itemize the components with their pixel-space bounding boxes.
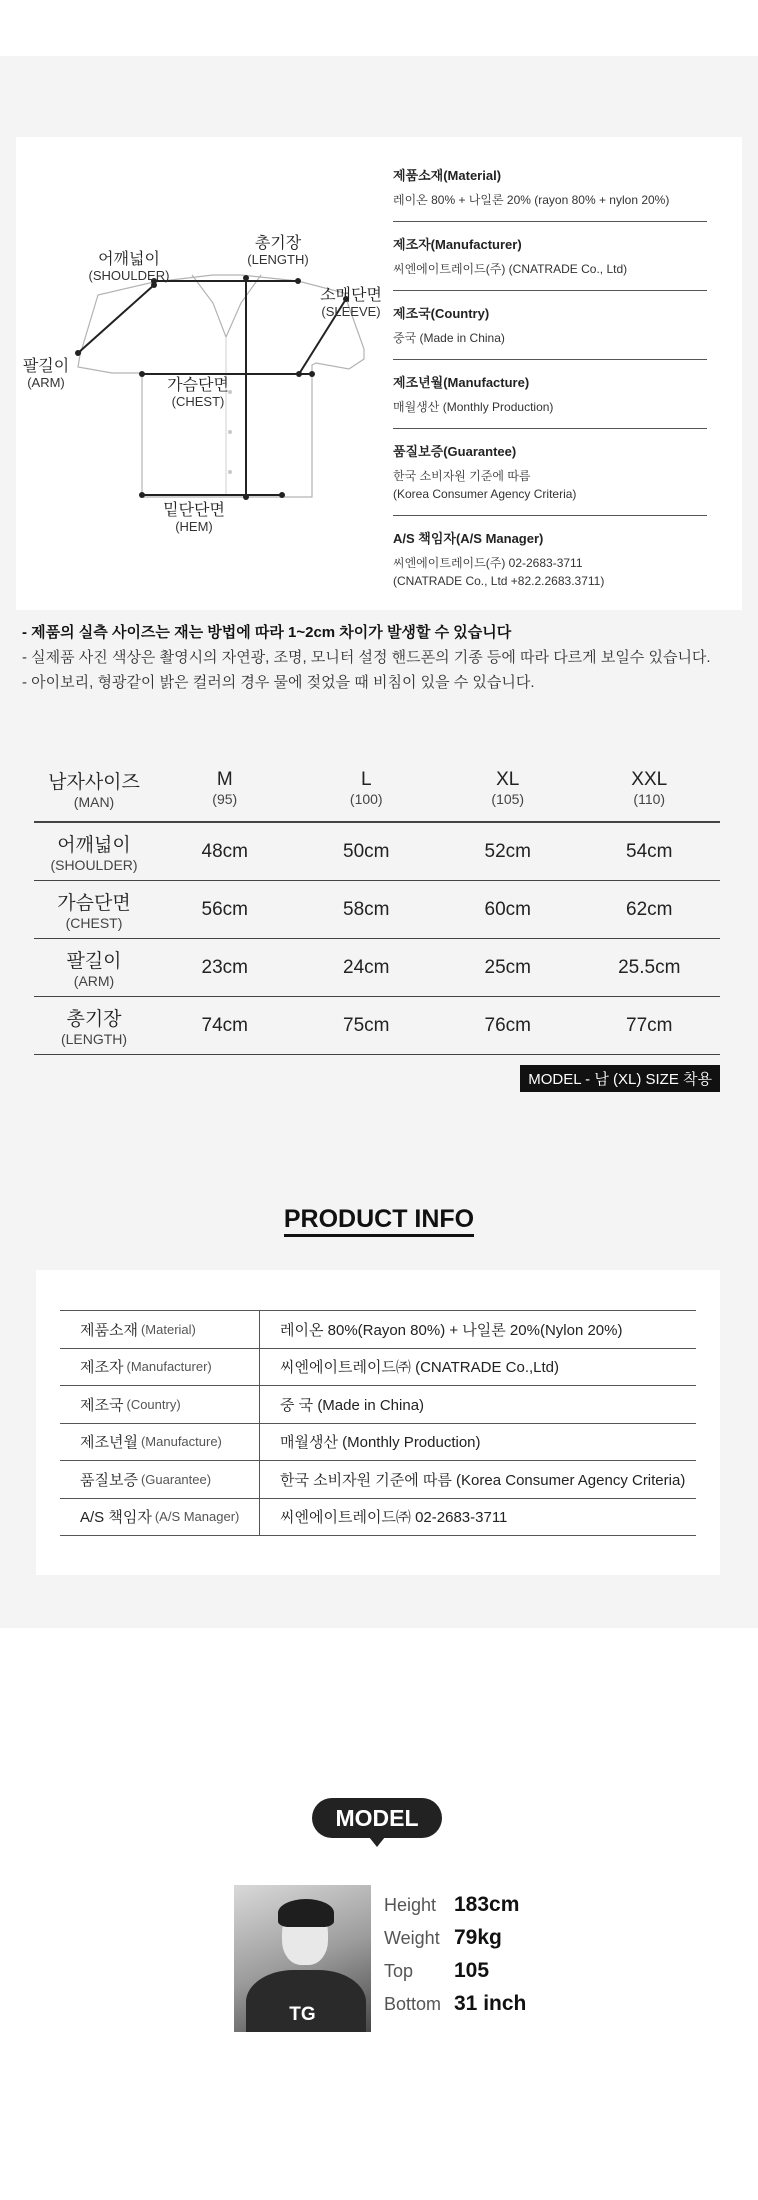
- model-name-tag: TG: [289, 2004, 316, 2025]
- model-photo: [234, 1885, 371, 2032]
- note-line: - 실제품 사진 색상은 촬영시의 자연광, 조명, 모니터 설정 핸드폰의 기종 등에 따라 다르게 보일수 있습니다.: [22, 649, 711, 666]
- list-item: Bottom 31 inch: [384, 1992, 527, 2015]
- label-shoulder: 어깨넓이 (SHOULDER): [88, 251, 170, 284]
- model-badge: MODEL: [312, 1798, 442, 1838]
- label-chest: 가슴단면 (CHEST): [167, 377, 229, 410]
- label-sleeve: 소매단면 (SLEEVE): [320, 287, 382, 320]
- model-stats: [384, 1893, 526, 2025]
- table-row: 제조국 (Country) 중 국 (Made in China): [60, 1386, 696, 1424]
- size-table-header: 남자사이즈 (MAN) M (95) L (100) XL (105) XXL (110): [34, 755, 720, 823]
- spec-item-material: 제품소재(Material) 레이온 80% + 나일론 20% (rayon 80% + nylon 20%): [393, 165, 707, 222]
- model-size-badge: MODEL - 남 (XL) SIZE 착용: [520, 1065, 720, 1092]
- list-item: Top 105: [384, 1959, 490, 1982]
- label-arm: 팔길이 (ARM): [22, 358, 70, 391]
- table-row: 팔길이 (ARM) 23cm 24cm 25cm 25.5cm: [34, 939, 720, 997]
- table-row: A/S 책임자 (A/S Manager) 씨엔에이트레이드㈜ 02-2683-3711: [60, 1499, 696, 1537]
- spec-item-country: 제조국(Country) 중국 (Made in China): [393, 291, 707, 360]
- size-col-xxl: XXL (110): [631, 769, 668, 807]
- table-row: 제조년월 (Manufacture) 매월생산 (Monthly Production): [60, 1424, 696, 1462]
- size-table: [34, 755, 720, 1055]
- table-row: 품질보증 (Guarantee) 한국 소비자원 기준에 따름 (Korea Consumer Agency Criteria): [60, 1461, 696, 1499]
- size-col-xl: XL (105): [491, 769, 525, 807]
- table-row: 가슴단면 (CHEST) 56cm 58cm 60cm 62cm: [34, 881, 720, 939]
- size-notes: [22, 620, 742, 695]
- spec-item-manufacturer: 제조자(Manufacturer) 씨엔에이트레이드(주) (CNATRADE Co., Ltd): [393, 222, 707, 291]
- list-item: Height 183cm: [384, 1893, 520, 1916]
- table-row: 제품소재 (Material) 레이온 80%(Rayon 80%) + 나일론 20%(Nylon 20%): [60, 1311, 696, 1349]
- spec-item-as-manager: A/S 책임자(A/S Manager) 씨엔에이트레이드(주) 02-2683-3711 (CNATRADE Co., Ltd +82.2.2683.3711): [393, 531, 605, 588]
- spec-item-guarantee: 품질보증(Guarantee) 한국 소비자원 기준에 따름 (Korea Consumer Agency Criteria): [393, 429, 707, 516]
- size-guide-card: [16, 137, 742, 610]
- table-row: 어깨넓이 (SHOULDER) 48cm 50cm 52cm 54cm: [34, 823, 720, 881]
- product-info-table: [60, 1310, 696, 1536]
- shirt-measurement-diagram: [16, 137, 396, 610]
- spec-list: [393, 165, 707, 602]
- size-col-l: L (100): [349, 769, 383, 807]
- label-length: 총기장 (LENGTH): [247, 235, 309, 268]
- spec-item-manufacture-date: 제조년월(Manufacture) 매월생산 (Monthly Production): [393, 360, 707, 429]
- label-hem: 밑단단면 (HEM): [163, 502, 225, 535]
- note-line: - 아이보리, 형광같이 밝은 컬러의 경우 물에 젖었을 때 비침이 있을 수 있습니다.: [22, 674, 535, 691]
- product-info-title: PRODUCT INFO: [0, 1205, 758, 1234]
- size-col-m: M (95): [212, 769, 238, 807]
- table-row: 총기장 (LENGTH) 74cm 75cm 76cm 77cm: [34, 997, 720, 1055]
- product-info-card: [36, 1270, 720, 1575]
- list-item: Weight 79kg: [384, 1926, 502, 1949]
- table-row: 제조자 (Manufacturer) 씨엔에이트레이드㈜ (CNATRADE Co.,Ltd): [60, 1349, 696, 1387]
- note-line: - 제품의 실측 사이즈는 재는 방법에 따라 1~2cm 차이가 발생할 수 있습니다: [22, 624, 512, 641]
